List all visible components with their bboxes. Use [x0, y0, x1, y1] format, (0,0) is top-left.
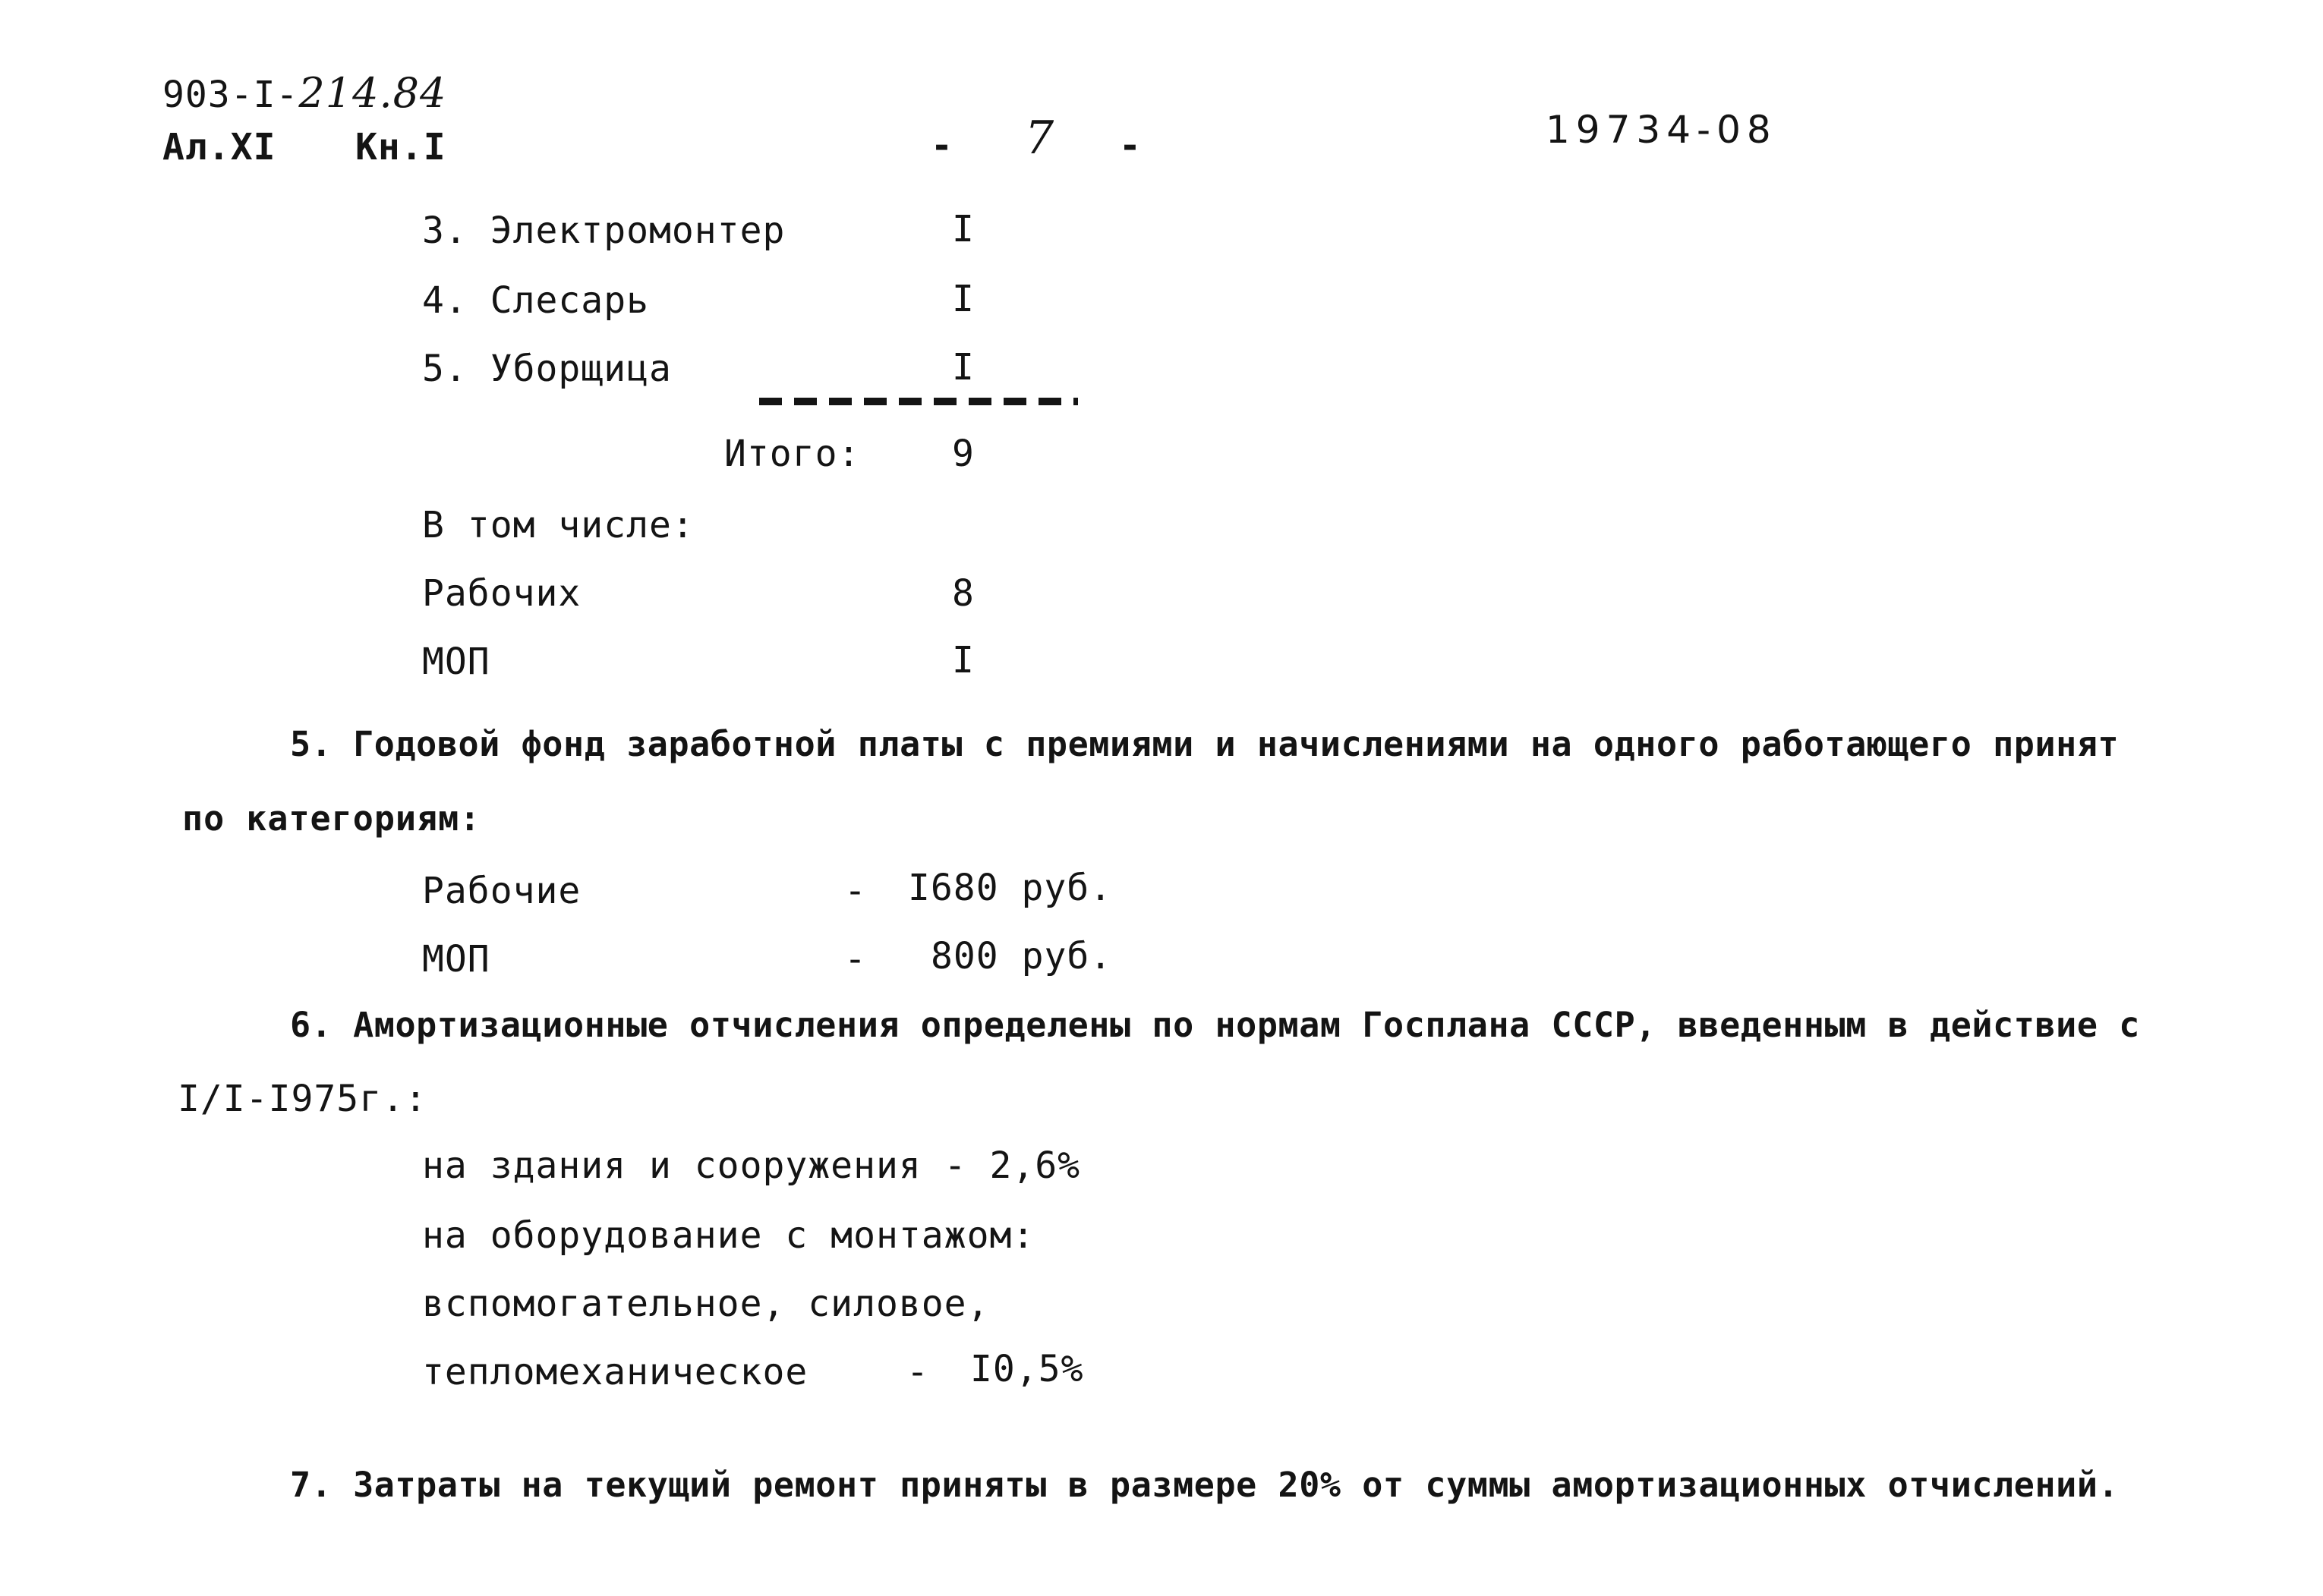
document-code — [162, 69, 447, 117]
album-label: Ал.XI — [162, 126, 276, 168]
wage-value: 800 руб. — [931, 935, 1113, 977]
staff-value: I — [952, 278, 975, 320]
book-label: Кн.I — [355, 126, 446, 168]
document-code-handwritten: 214.84 — [298, 69, 447, 117]
depreciation-item: на здания и сооружения - 2,6% — [422, 1144, 1081, 1187]
including-value: I — [952, 639, 975, 682]
staff-label: 3. Электромонтер — [422, 209, 786, 252]
depreciation-label: тепломеханическое — [422, 1351, 808, 1393]
total-value: 9 — [952, 433, 975, 475]
document-code-printed: 903-I- — [162, 74, 299, 116]
section5-paragraph-line2: по категориям: — [182, 798, 481, 839]
page-dash-right: - — [1119, 124, 1142, 167]
page-number: 7 — [1025, 112, 1055, 165]
depreciation-item: на оборудование с монтажом: — [422, 1214, 1035, 1257]
total-label: Итого: — [724, 433, 861, 475]
section6-paragraph-line1: 6. Амортизационные отчисления определены по нормам Госплана СССР, введенным в действие с — [290, 1005, 2140, 1045]
staff-label: 5. Уборщица — [422, 348, 672, 390]
section6-paragraph-line2: I/I-I975г.: — [178, 1078, 427, 1120]
including-value: 8 — [952, 572, 975, 615]
depreciation-item: вспомогательное, силовое, — [422, 1283, 990, 1325]
staff-value: I — [952, 208, 975, 250]
wage-value: I680 руб. — [908, 867, 1113, 909]
including-heading: В том числе: — [422, 504, 695, 546]
including-label: Рабочих — [422, 572, 582, 615]
depreciation-value: I0,5% — [970, 1348, 1084, 1390]
section5-paragraph-line1: 5. Годовой фонд заработной платы с премиями и начислениями на одного работающего принят — [290, 724, 2120, 764]
section7-paragraph: 7. Затраты на текущий ремонт приняты в размере 20% от суммы амортизационных отчислений. — [290, 1465, 2120, 1505]
total-separator — [759, 398, 1078, 405]
stamp-number: 19734-08 — [1546, 108, 1777, 152]
depreciation-dash: - — [906, 1351, 929, 1393]
wage-label: МОП — [422, 938, 490, 981]
wage-label: Рабочие — [422, 870, 582, 912]
page-dash-left: - — [931, 124, 953, 167]
wage-dash: - — [844, 938, 867, 981]
staff-label: 4. Слесарь — [422, 279, 649, 322]
including-label: МОП — [422, 641, 490, 683]
wage-dash: - — [844, 870, 867, 912]
staff-value: I — [952, 346, 975, 389]
